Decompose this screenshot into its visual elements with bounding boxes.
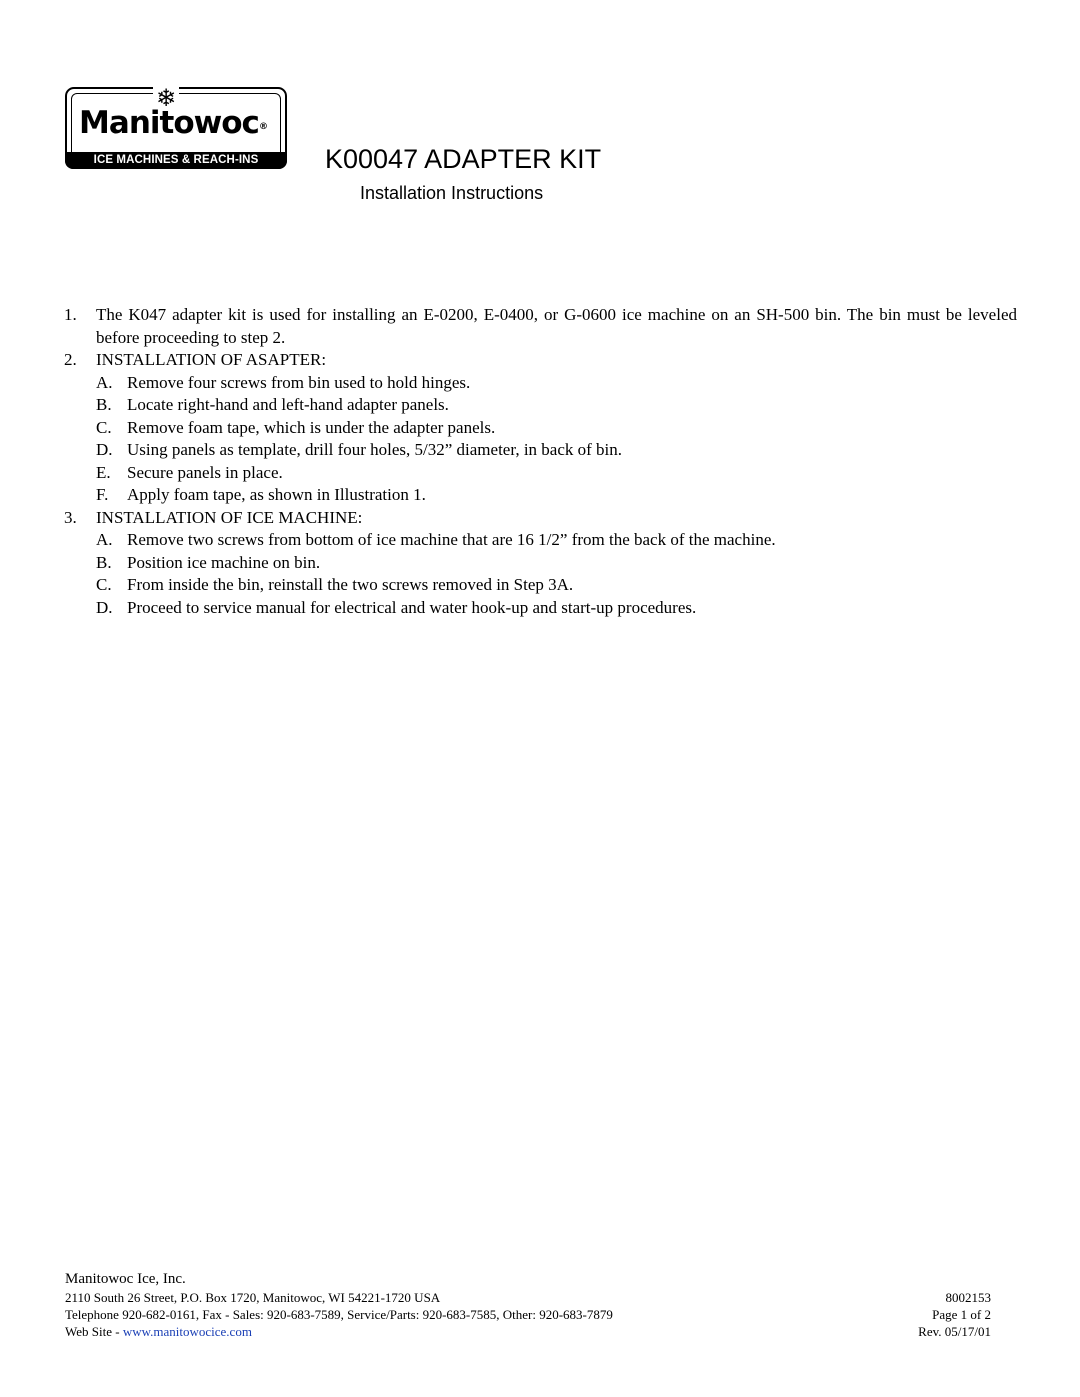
logo-tagline: ICE MACHINES & REACH-INS <box>65 152 287 169</box>
step-number: 1. <box>64 305 77 324</box>
footer-revision: Rev. 05/17/01 <box>918 1324 991 1339</box>
substep-text: Using panels as template, drill four holes, 5/32” diameter, in back of bin. <box>127 440 623 459</box>
step-number: 3. <box>64 507 77 527</box>
substep-text: Position ice machine on bin. <box>127 552 321 572</box>
substep <box>64 439 1017 462</box>
instructions-body <box>64 304 1017 619</box>
company-logo <box>65 84 287 169</box>
logo-wordmark-text: Manitowoc <box>79 105 259 141</box>
footer-page-number: Page 1 of 2 <box>932 1307 991 1322</box>
substep <box>64 529 1017 552</box>
footer-address: 2110 South 26 Street, P.O. Box 1720, Manitowoc, WI 54221-1720 USA <box>65 1290 441 1305</box>
substep-label: C. <box>96 417 112 437</box>
substep-text: Remove four screws from bin used to hold hinges. <box>127 372 471 392</box>
substep-text: Locate right-hand and left-hand adapter panels. <box>127 395 449 414</box>
substep-text: Remove two screws from bottom of ice machine that are 16 1/2” from the back of the machine. <box>127 530 776 549</box>
snowflake-icon: ❄ <box>153 85 179 111</box>
step-text: The K047 adapter kit is used for installing an E-0200, E-0400, or G-0600 ice machine on an SH-500 bin. The bin must be leveled before proceeding to step 2. <box>96 305 1017 347</box>
substep <box>64 552 1017 575</box>
footer-phone-line <box>65 1306 991 1323</box>
logo-wordmark <box>67 106 279 140</box>
step-number: 2. <box>64 350 77 369</box>
substep <box>64 394 1017 417</box>
substep-text: Proceed to service manual for electrical and water hook-up and start-up procedures. <box>127 597 697 617</box>
step-heading: INSTALLATION OF ICE MACHINE: <box>96 507 363 527</box>
substep <box>64 597 1017 620</box>
substep-label: F. <box>96 485 109 504</box>
substep-label: A. <box>96 372 113 392</box>
substep-label: D. <box>96 440 113 459</box>
substep-text: Secure panels in place. <box>127 462 283 482</box>
substep-label: D. <box>96 597 113 617</box>
step-heading: INSTALLATION OF ASAPTER: <box>96 350 327 369</box>
substep-label: A. <box>96 530 113 549</box>
footer-address-line <box>65 1289 991 1306</box>
document-title: K00047 ADAPTER KIT <box>325 144 602 174</box>
step-3 <box>64 507 1017 530</box>
step-1 <box>64 304 1017 349</box>
document-subtitle: Installation Instructions <box>360 183 544 203</box>
substep-text: Apply foam tape, as shown in Illustration 1. <box>127 485 426 504</box>
step-2 <box>64 349 1017 372</box>
substep-label: E. <box>96 462 111 482</box>
registered-mark: ® <box>258 122 267 132</box>
footer-phones: Telephone 920-682-0161, Fax - Sales: 920-683-7589, Service/Parts: 920-683-7585, Other: 920-683-7879 <box>65 1307 613 1322</box>
footer-website-label: Web Site - <box>65 1324 123 1339</box>
substep <box>64 462 1017 485</box>
substep-label: B. <box>96 395 112 414</box>
substep <box>64 484 1017 507</box>
footer-company: Manitowoc Ice, Inc. <box>65 1271 186 1287</box>
substep-text: Remove foam tape, which is under the adapter panels. <box>127 417 496 437</box>
substep <box>64 417 1017 440</box>
footer-web-line <box>65 1323 991 1340</box>
footer-doc-number: 8002153 <box>945 1290 991 1305</box>
substep-text: From inside the bin, reinstall the two screws removed in Step 3A. <box>127 575 574 594</box>
substep-label: B. <box>96 552 112 572</box>
page-footer <box>65 1270 991 1340</box>
substep <box>64 372 1017 395</box>
substep-label: C. <box>96 575 112 594</box>
substep <box>64 574 1017 597</box>
website-link[interactable]: www.manitowocice.com <box>122 1324 252 1339</box>
